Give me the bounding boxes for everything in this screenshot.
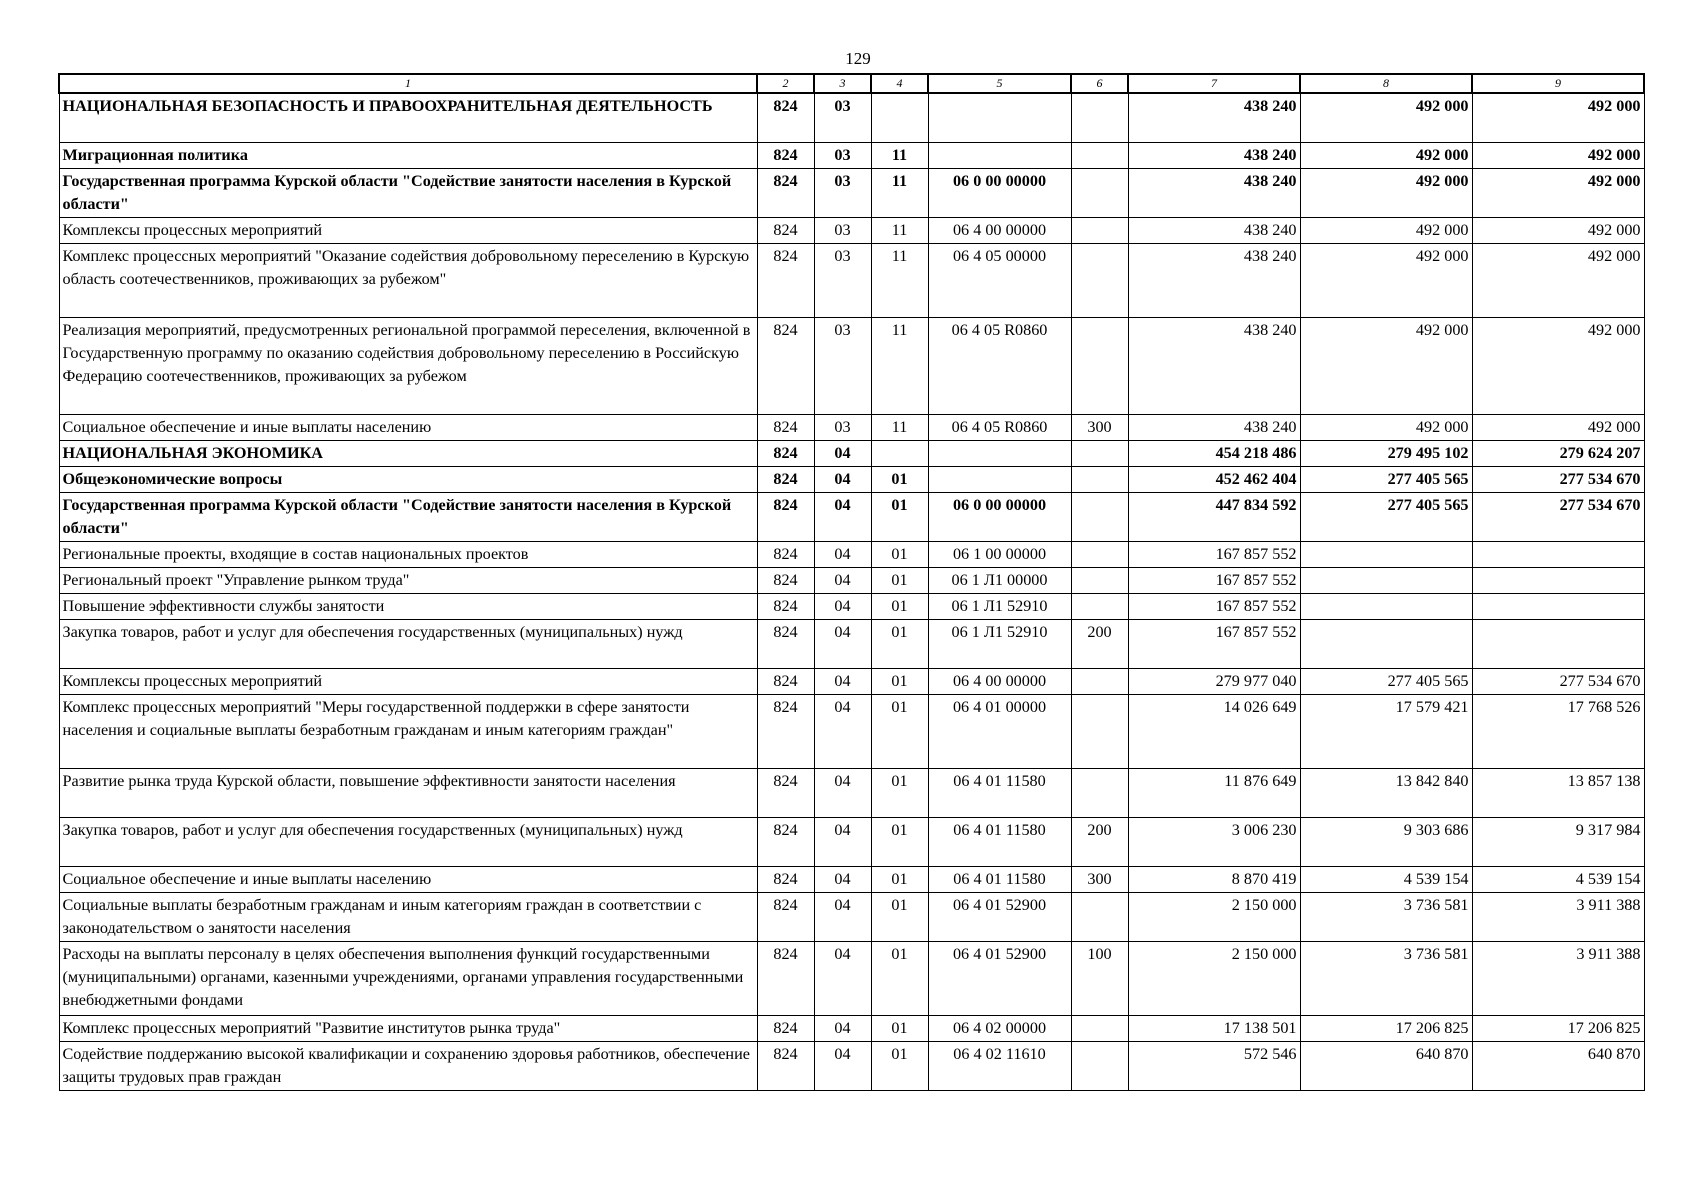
row-name: Государственная программа Курской области "Содействие занятости населения в Курской области" (59, 492, 757, 541)
row-name: Общеэкономические вопросы (59, 466, 757, 492)
amount-year-1: 8 870 419 (1128, 866, 1300, 892)
amount-year-3 (1472, 541, 1644, 567)
amount-year-3 (1472, 619, 1644, 668)
subsection-code: 01 (871, 668, 928, 694)
section-code: 03 (814, 217, 871, 243)
expense-type-code (1071, 567, 1128, 593)
amount-year-3: 17 768 526 (1472, 694, 1644, 768)
ministry-code: 824 (757, 492, 814, 541)
table-row (59, 668, 1644, 694)
amount-year-2 (1300, 593, 1472, 619)
target-article-code (928, 93, 1071, 142)
section-code: 03 (814, 414, 871, 440)
ministry-code: 824 (757, 243, 814, 317)
expense-type-code (1071, 440, 1128, 466)
subsection-code: 11 (871, 168, 928, 217)
amount-year-3: 3 911 388 (1472, 941, 1644, 1015)
amount-year-1: 167 857 552 (1128, 593, 1300, 619)
expense-type-code: 300 (1071, 414, 1128, 440)
ministry-code: 824 (757, 866, 814, 892)
subsection-code: 01 (871, 768, 928, 817)
amount-year-1: 279 977 040 (1128, 668, 1300, 694)
amount-year-3: 277 534 670 (1472, 668, 1644, 694)
column-number: 6 (1071, 74, 1128, 93)
row-name: Государственная программа Курской области "Содействие занятости населения в Курской области" (59, 168, 757, 217)
row-name: Комплекс процессных мероприятий "Меры государственной поддержки в сфере занятости населения и социальные выплаты безработным гражданам и иным категориям граждан" (59, 694, 757, 768)
row-name: Развитие рынка труда Курской области, повышение эффективности занятости населения (59, 768, 757, 817)
table-row (59, 817, 1644, 866)
section-code: 04 (814, 492, 871, 541)
expense-type-code (1071, 593, 1128, 619)
table-row (59, 694, 1644, 768)
subsection-code: 01 (871, 619, 928, 668)
ministry-code: 824 (757, 619, 814, 668)
table-row (59, 142, 1644, 168)
subsection-code: 11 (871, 317, 928, 414)
subsection-code: 01 (871, 694, 928, 768)
ministry-code: 824 (757, 541, 814, 567)
expense-type-code (1071, 541, 1128, 567)
subsection-code: 01 (871, 1041, 928, 1090)
amount-year-3: 492 000 (1472, 93, 1644, 142)
section-code: 04 (814, 668, 871, 694)
subsection-code: 01 (871, 541, 928, 567)
expense-type-code (1071, 694, 1128, 768)
amount-year-2: 3 736 581 (1300, 892, 1472, 941)
amount-year-2: 492 000 (1300, 243, 1472, 317)
column-number: 3 (814, 74, 871, 93)
amount-year-3: 640 870 (1472, 1041, 1644, 1090)
section-code: 04 (814, 892, 871, 941)
target-article-code: 06 4 01 11580 (928, 817, 1071, 866)
subsection-code: 01 (871, 866, 928, 892)
amount-year-1: 11 876 649 (1128, 768, 1300, 817)
subsection-code (871, 93, 928, 142)
amount-year-2: 277 405 565 (1300, 492, 1472, 541)
row-name: Закупка товаров, работ и услуг для обеспечения государственных (муниципальных) нужд (59, 619, 757, 668)
table-body (59, 74, 1644, 1090)
column-number: 5 (928, 74, 1071, 93)
section-code: 03 (814, 317, 871, 414)
subsection-code: 01 (871, 593, 928, 619)
amount-year-1: 438 240 (1128, 243, 1300, 317)
expense-type-code: 200 (1071, 619, 1128, 668)
amount-year-2: 640 870 (1300, 1041, 1472, 1090)
table-row (59, 414, 1644, 440)
amount-year-2: 277 405 565 (1300, 466, 1472, 492)
amount-year-3: 492 000 (1472, 414, 1644, 440)
ministry-code: 824 (757, 1015, 814, 1041)
amount-year-3: 4 539 154 (1472, 866, 1644, 892)
amount-year-1: 17 138 501 (1128, 1015, 1300, 1041)
amount-year-1: 438 240 (1128, 93, 1300, 142)
amount-year-2: 492 000 (1300, 317, 1472, 414)
amount-year-1: 2 150 000 (1128, 941, 1300, 1015)
amount-year-3: 492 000 (1472, 317, 1644, 414)
section-code: 04 (814, 1041, 871, 1090)
amount-year-3: 9 317 984 (1472, 817, 1644, 866)
row-name: Повышение эффективности службы занятости (59, 593, 757, 619)
row-name: НАЦИОНАЛЬНАЯ БЕЗОПАСНОСТЬ И ПРАВООХРАНИТЕЛЬНАЯ ДЕЯТЕЛЬНОСТЬ (59, 93, 757, 142)
expense-type-code (1071, 1041, 1128, 1090)
section-code: 04 (814, 541, 871, 567)
section-code: 03 (814, 142, 871, 168)
section-code: 04 (814, 694, 871, 768)
table-row (59, 440, 1644, 466)
amount-year-2: 492 000 (1300, 168, 1472, 217)
expense-type-code (1071, 168, 1128, 217)
ministry-code: 824 (757, 941, 814, 1015)
amount-year-1: 438 240 (1128, 414, 1300, 440)
row-name: Региональные проекты, входящие в состав национальных проектов (59, 541, 757, 567)
amount-year-3 (1472, 567, 1644, 593)
target-article-code: 06 4 05 R0860 (928, 414, 1071, 440)
section-code: 04 (814, 466, 871, 492)
table-row (59, 317, 1644, 414)
amount-year-1: 2 150 000 (1128, 892, 1300, 941)
amount-year-1: 438 240 (1128, 142, 1300, 168)
expense-type-code: 300 (1071, 866, 1128, 892)
section-code: 04 (814, 567, 871, 593)
amount-year-1: 454 218 486 (1128, 440, 1300, 466)
table-row (59, 168, 1644, 217)
amount-year-3: 13 857 138 (1472, 768, 1644, 817)
expense-type-code (1071, 892, 1128, 941)
row-name: Реализация мероприятий, предусмотренных региональной программой переселения, включенной в Государственную программу по оказанию содействия добровольному переселению в Российскую Федерацию соотечественников, проживающих за рубежом (59, 317, 757, 414)
table-row (59, 243, 1644, 317)
table-row (59, 941, 1644, 1015)
amount-year-2: 3 736 581 (1300, 941, 1472, 1015)
amount-year-2: 17 206 825 (1300, 1015, 1472, 1041)
table-row (59, 93, 1644, 142)
ministry-code: 824 (757, 414, 814, 440)
amount-year-1: 452 462 404 (1128, 466, 1300, 492)
amount-year-3: 492 000 (1472, 243, 1644, 317)
section-code: 03 (814, 168, 871, 217)
ministry-code: 824 (757, 668, 814, 694)
row-name: Социальные выплаты безработным гражданам и иным категориям граждан в соответствии с законодательством о занятости населения (59, 892, 757, 941)
amount-year-1: 438 240 (1128, 217, 1300, 243)
row-name: Расходы на выплаты персоналу в целях обеспечения выполнения функций государственными (муниципальными) органами, казенными учреждениями, органами управления государственными внебюджетными фондами (59, 941, 757, 1015)
amount-year-2 (1300, 619, 1472, 668)
table-row (59, 466, 1644, 492)
budget-table (58, 73, 1645, 1091)
target-article-code: 06 4 00 00000 (928, 668, 1071, 694)
row-name: Социальное обеспечение и иные выплаты населению (59, 866, 757, 892)
target-article-code: 06 4 05 00000 (928, 243, 1071, 317)
ministry-code: 824 (757, 440, 814, 466)
expense-type-code: 100 (1071, 941, 1128, 1015)
row-name: Комплекс процессных мероприятий "Развитие институтов рынка труда" (59, 1015, 757, 1041)
ministry-code: 824 (757, 1041, 814, 1090)
target-article-code: 06 0 00 00000 (928, 492, 1071, 541)
amount-year-3: 492 000 (1472, 168, 1644, 217)
row-name: Содействие поддержанию высокой квалификации и сохранению здоровья работников, обеспечение защиты трудовых прав граждан (59, 1041, 757, 1090)
ministry-code: 824 (757, 593, 814, 619)
expense-type-code (1071, 668, 1128, 694)
subsection-code: 01 (871, 466, 928, 492)
amount-year-1: 438 240 (1128, 317, 1300, 414)
amount-year-1: 447 834 592 (1128, 492, 1300, 541)
amount-year-2: 13 842 840 (1300, 768, 1472, 817)
subsection-code: 11 (871, 414, 928, 440)
ministry-code: 824 (757, 694, 814, 768)
amount-year-3: 492 000 (1472, 217, 1644, 243)
expense-type-code: 200 (1071, 817, 1128, 866)
subsection-code: 01 (871, 1015, 928, 1041)
expense-type-code (1071, 243, 1128, 317)
amount-year-1: 438 240 (1128, 168, 1300, 217)
row-name: Социальное обеспечение и иные выплаты населению (59, 414, 757, 440)
amount-year-2: 492 000 (1300, 414, 1472, 440)
table-row (59, 541, 1644, 567)
target-article-code (928, 466, 1071, 492)
section-code: 04 (814, 941, 871, 1015)
expense-type-code (1071, 93, 1128, 142)
target-article-code: 06 1 Л1 00000 (928, 567, 1071, 593)
section-code: 04 (814, 866, 871, 892)
subsection-code (871, 440, 928, 466)
ministry-code: 824 (757, 142, 814, 168)
ministry-code: 824 (757, 768, 814, 817)
amount-year-2 (1300, 541, 1472, 567)
ministry-code: 824 (757, 466, 814, 492)
row-name: Миграционная политика (59, 142, 757, 168)
target-article-code: 06 0 00 00000 (928, 168, 1071, 217)
amount-year-3: 492 000 (1472, 142, 1644, 168)
target-article-code: 06 4 01 52900 (928, 892, 1071, 941)
row-name: Комплекс процессных мероприятий "Оказание содействия добровольному переселению в Курскую область соотечественников, проживающих за рубежом" (59, 243, 757, 317)
subsection-code: 11 (871, 142, 928, 168)
column-number: 9 (1472, 74, 1644, 93)
target-article-code (928, 440, 1071, 466)
amount-year-1: 572 546 (1128, 1041, 1300, 1090)
target-article-code: 06 4 01 11580 (928, 768, 1071, 817)
target-article-code: 06 4 05 R0860 (928, 317, 1071, 414)
section-code: 04 (814, 817, 871, 866)
subsection-code: 01 (871, 492, 928, 541)
table-row (59, 892, 1644, 941)
expense-type-code (1071, 317, 1128, 414)
section-code: 04 (814, 619, 871, 668)
ministry-code: 824 (757, 317, 814, 414)
row-name: Региональный проект "Управление рынком труда" (59, 567, 757, 593)
ministry-code: 824 (757, 817, 814, 866)
table-row (59, 593, 1644, 619)
section-code: 03 (814, 93, 871, 142)
target-article-code: 06 4 01 11580 (928, 866, 1071, 892)
table-row (59, 492, 1644, 541)
amount-year-2 (1300, 567, 1472, 593)
table-row (59, 768, 1644, 817)
amount-year-1: 167 857 552 (1128, 619, 1300, 668)
row-name: Комплексы процессных мероприятий (59, 668, 757, 694)
page-number: 129 (845, 49, 871, 68)
target-article-code: 06 4 01 52900 (928, 941, 1071, 1015)
target-article-code: 06 4 02 00000 (928, 1015, 1071, 1041)
amount-year-2: 279 495 102 (1300, 440, 1472, 466)
section-code: 03 (814, 243, 871, 317)
amount-year-3: 3 911 388 (1472, 892, 1644, 941)
amount-year-2: 17 579 421 (1300, 694, 1472, 768)
target-article-code: 06 4 00 00000 (928, 217, 1071, 243)
expense-type-code (1071, 1015, 1128, 1041)
amount-year-1: 167 857 552 (1128, 567, 1300, 593)
amount-year-1: 167 857 552 (1128, 541, 1300, 567)
amount-year-1: 3 006 230 (1128, 817, 1300, 866)
table-row (59, 217, 1644, 243)
column-number-row (59, 74, 1644, 93)
target-article-code: 06 1 00 00000 (928, 541, 1071, 567)
column-number: 4 (871, 74, 928, 93)
target-article-code: 06 4 02 11610 (928, 1041, 1071, 1090)
subsection-code: 11 (871, 217, 928, 243)
expense-type-code (1071, 768, 1128, 817)
column-number: 2 (757, 74, 814, 93)
amount-year-3 (1472, 593, 1644, 619)
amount-year-3: 279 624 207 (1472, 440, 1644, 466)
amount-year-3: 17 206 825 (1472, 1015, 1644, 1041)
section-code: 04 (814, 593, 871, 619)
amount-year-3: 277 534 670 (1472, 466, 1644, 492)
table-row (59, 1015, 1644, 1041)
section-code: 04 (814, 768, 871, 817)
subsection-code: 11 (871, 243, 928, 317)
subsection-code: 01 (871, 817, 928, 866)
ministry-code: 824 (757, 168, 814, 217)
amount-year-2: 4 539 154 (1300, 866, 1472, 892)
section-code: 04 (814, 1015, 871, 1041)
subsection-code: 01 (871, 941, 928, 1015)
expense-type-code (1071, 142, 1128, 168)
subsection-code: 01 (871, 567, 928, 593)
table-row (59, 1041, 1644, 1090)
target-article-code: 06 4 01 00000 (928, 694, 1071, 768)
column-number: 7 (1128, 74, 1300, 93)
expense-type-code (1071, 492, 1128, 541)
target-article-code: 06 1 Л1 52910 (928, 593, 1071, 619)
amount-year-2: 492 000 (1300, 142, 1472, 168)
amount-year-2: 9 303 686 (1300, 817, 1472, 866)
table-row (59, 866, 1644, 892)
amount-year-3: 277 534 670 (1472, 492, 1644, 541)
ministry-code: 824 (757, 892, 814, 941)
ministry-code: 824 (757, 567, 814, 593)
section-code: 04 (814, 440, 871, 466)
amount-year-2: 492 000 (1300, 93, 1472, 142)
amount-year-1: 14 026 649 (1128, 694, 1300, 768)
expense-type-code (1071, 217, 1128, 243)
row-name: НАЦИОНАЛЬНАЯ ЭКОНОМИКА (59, 440, 757, 466)
target-article-code: 06 1 Л1 52910 (928, 619, 1071, 668)
table-row (59, 567, 1644, 593)
column-number: 8 (1300, 74, 1472, 93)
row-name: Комплексы процессных мероприятий (59, 217, 757, 243)
target-article-code (928, 142, 1071, 168)
table-row (59, 619, 1644, 668)
row-name: Закупка товаров, работ и услуг для обеспечения государственных (муниципальных) нужд (59, 817, 757, 866)
column-number: 1 (59, 74, 757, 93)
amount-year-2: 277 405 565 (1300, 668, 1472, 694)
ministry-code: 824 (757, 217, 814, 243)
subsection-code: 01 (871, 892, 928, 941)
expense-type-code (1071, 466, 1128, 492)
amount-year-2: 492 000 (1300, 217, 1472, 243)
ministry-code: 824 (757, 93, 814, 142)
